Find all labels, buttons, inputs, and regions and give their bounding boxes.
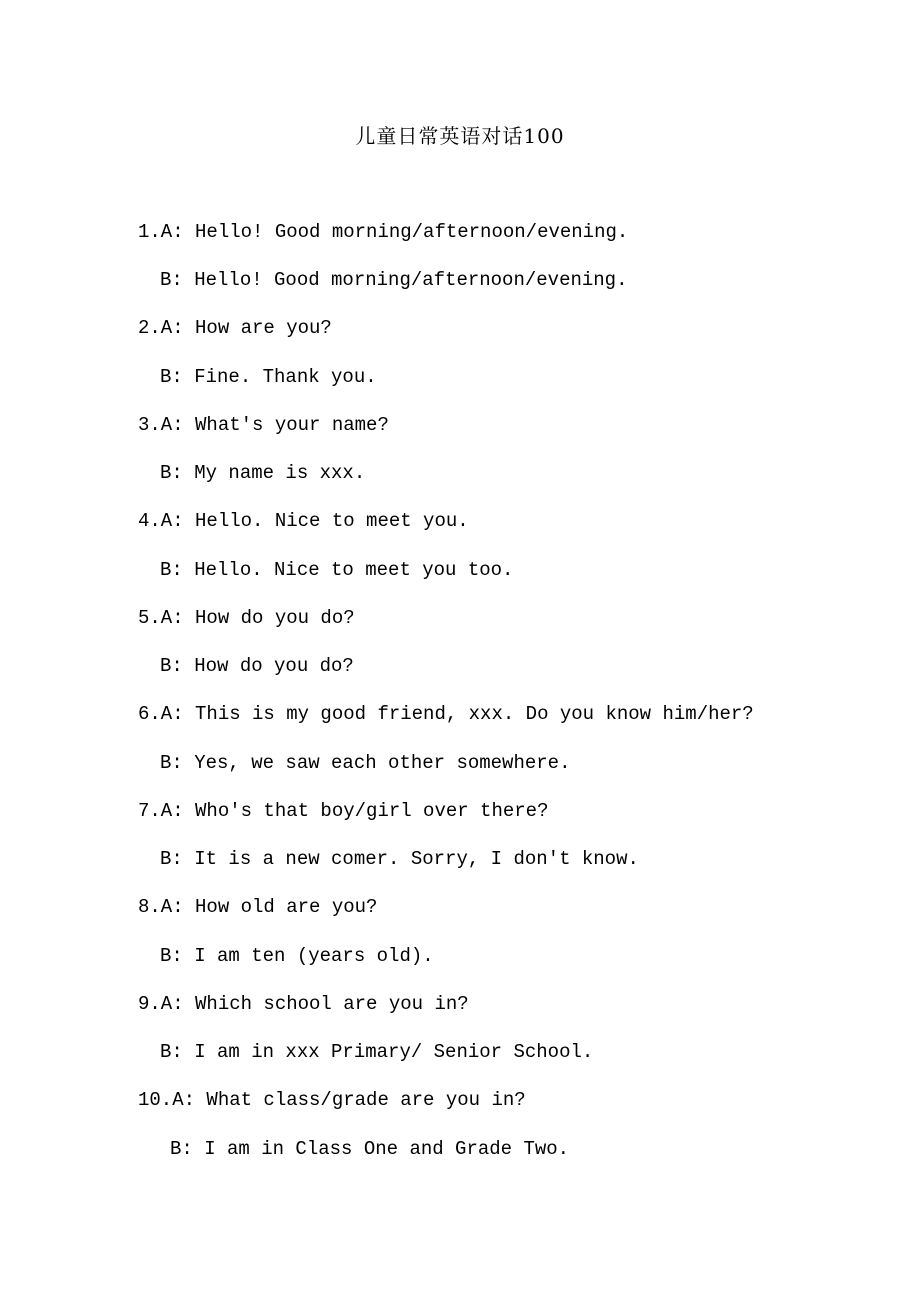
dialogue-8-a: 8.A: How old are you? xyxy=(138,896,378,918)
dialogue-9-b: B: I am in xxx Primary/ Senior School. xyxy=(160,1041,594,1063)
document-title: 儿童日常英语对话100 xyxy=(355,124,565,148)
dialogue-1-b: B: Hello! Good morning/afternoon/evening. xyxy=(160,269,628,291)
dialogue-4-a: 4.A: Hello. Nice to meet you. xyxy=(138,510,469,532)
dialogue-6-b: B: Yes, we saw each other somewhere. xyxy=(160,752,571,774)
dialogue-1-a: 1.A: Hello! Good morning/afternoon/evening. xyxy=(138,221,629,243)
dialogue-7-b: B: It is a new comer. Sorry, I don't know. xyxy=(160,848,639,870)
dialogue-10-b: B: I am in Class One and Grade Two. xyxy=(170,1138,570,1160)
dialogue-3-a: 3.A: What's your name? xyxy=(138,414,389,436)
dialogue-4-b: B: Hello. Nice to meet you too. xyxy=(160,559,514,581)
dialogue-7-a: 7.A: Who's that boy/girl over there? xyxy=(138,800,549,822)
dialogue-9-a: 9.A: Which school are you in? xyxy=(138,993,469,1015)
dialogue-10-a: 10.A: What class/grade are you in? xyxy=(138,1089,526,1111)
dialogue-5-a: 5.A: How do you do? xyxy=(138,607,355,629)
dialogue-5-b: B: How do you do? xyxy=(160,655,354,677)
dialogue-2-a: 2.A: How are you? xyxy=(138,317,332,339)
dialogue-2-b: B: Fine. Thank you. xyxy=(160,366,377,388)
dialogue-6-a: 6.A: This is my good friend, xxx. Do you know him/her? xyxy=(138,703,754,725)
dialogue-8-b: B: I am ten (years old). xyxy=(160,945,434,967)
dialogue-3-b: B: My name is xxx. xyxy=(160,462,366,484)
